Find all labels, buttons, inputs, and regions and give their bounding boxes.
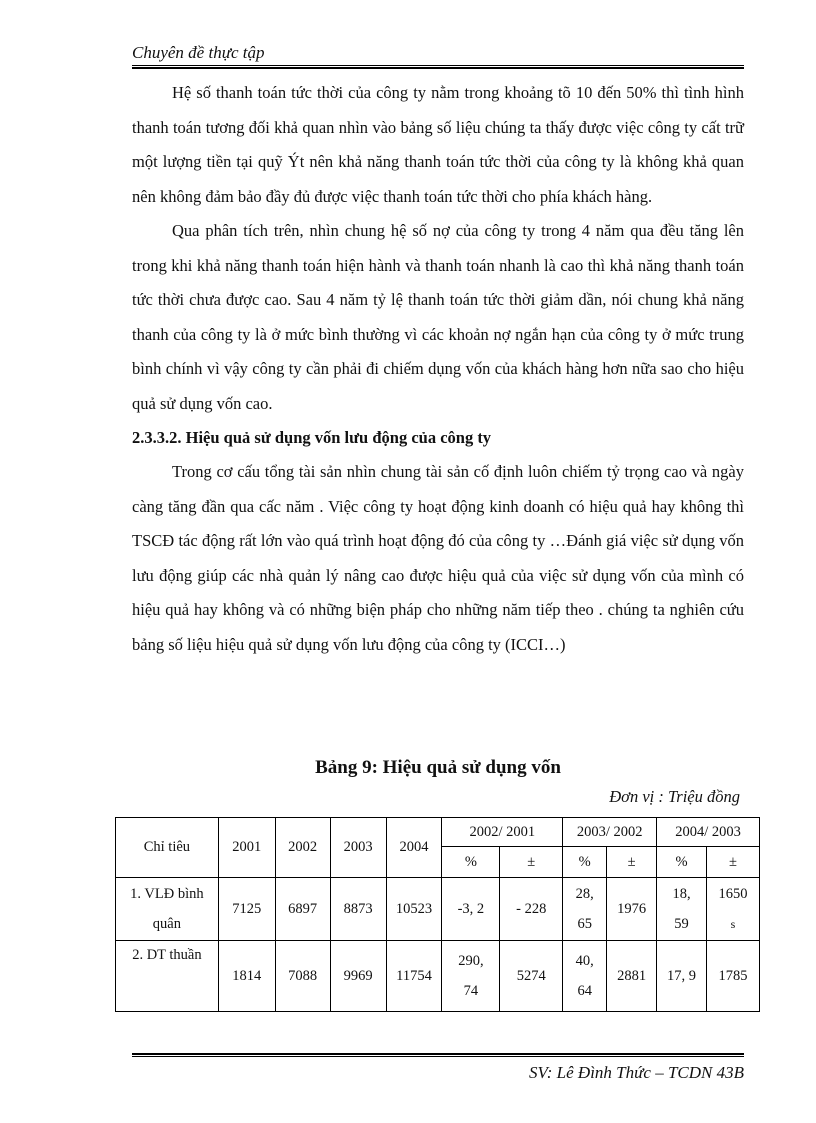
table-cell: 7125 — [218, 878, 275, 941]
table-cell — [563, 878, 607, 941]
cell-line: 28, — [575, 886, 594, 902]
paragraph-2: Qua phân tích trên, nhìn chung hệ số nợ của công ty trong 4 năm qua đều tăng lên trong khi khả năng thanh toán hiện hành và thanh toán nhanh là cao thì khả năng thanh toán tức thời chưa được cao. Sau 4 năm tỷ lệ thanh toán tức thời giảm dần, nói chung khả năng thanh của công ty là ở mức bình thường vì các khoản nợ ngắn hạn của công ty ở mức trung bình chính vì vậy công ty cần phải đi chiếm dụng vốn của khách hàng hơn nữa sao cho hiệu quả sử dụng vốn cao. — [132, 221, 744, 413]
section-heading: 2.3.3.2. Hiệu quả sử dụng vốn lưu động của công ty — [132, 428, 492, 447]
col-header-pct: % — [657, 847, 707, 878]
cell-line: 65 — [577, 916, 592, 932]
col-header-year: 2002 — [275, 818, 330, 878]
page-header — [132, 42, 744, 64]
cell-line: 74 — [463, 983, 479, 999]
table-cell: 5274 — [500, 941, 563, 1012]
table-cell: 2881 — [607, 941, 657, 1012]
table-cell: -3, 2 — [442, 878, 500, 941]
table-row — [116, 878, 760, 941]
header-rule — [132, 65, 744, 69]
table-header-row — [116, 818, 760, 847]
cell-line: 40, — [575, 953, 594, 969]
table-cell: - 228 — [500, 878, 563, 941]
table-cell: 10523 — [386, 878, 442, 941]
table-cell: 6897 — [275, 878, 330, 941]
table-cell: 1814 — [218, 941, 275, 1012]
col-header-group: 2004/ 2003 — [657, 818, 760, 847]
table-cell — [442, 941, 500, 1012]
cell-line: 18, — [672, 886, 691, 902]
body-text — [132, 76, 744, 662]
paragraph-1: Hệ số thanh toán tức thời của công ty nằm trong khoảng tõ 10 đến 50% thì tình hình thanh toán tương đối khả quan nhìn vào bảng số liệu chúng ta thấy được việc công ty cất trữ một lượng tiền tại quỹ Ýt nên khả năng thanh toán tức thời của công ty là không khả quan nên không đảm bảo đầy đủ được việc thanh toán tức thời cho phía khách hàng. — [132, 83, 744, 206]
table-cell: 9969 — [330, 941, 386, 1012]
table-cell — [563, 941, 607, 1012]
col-header-year: 2001 — [218, 818, 275, 878]
table-cell: 11754 — [386, 941, 442, 1012]
table-cell: 17, 9 — [657, 941, 707, 1012]
cell-line: 59 — [674, 916, 689, 932]
col-header-pct: % — [442, 847, 500, 878]
table-row — [116, 941, 760, 1012]
paragraph-3: Trong cơ cấu tổng tài sản nhìn chung tài sản cố định luôn chiếm tỷ trọng cao và ngày càng tăng đần qua cấc năm . Việc công ty hoạt động kinh doanh có hiệu quả hay không thì TSCĐ tác động rất lớn vào quá trình hoạt động đó của công ty …Đánh giá việc sử dụng vốn lưu động giúp các nhà quản lý nâng cao được hiệu quả của việc sử dụng vốn của mình có hiệu quả hay không và có những biện pháp cho những năm tiếp theo . chúng ta nghiên cứu bảng số liệu hiệu quả sử dụng vốn lưu động của công ty (ICCI…) — [132, 462, 744, 654]
table-cell: 1976 — [607, 878, 657, 941]
row-label-line: 1. VLĐ bình — [130, 886, 204, 902]
col-header-diff: ± — [707, 847, 760, 878]
col-header-diff: ± — [607, 847, 657, 878]
row-label-line: quân — [152, 916, 181, 932]
table-unit: Đơn vị : Triệu đồng — [609, 787, 740, 806]
table-title: Bảng 9: Hiệu quả sử dụng vốn — [315, 757, 561, 778]
efficiency-table — [115, 817, 760, 1012]
table-cell: 7088 — [275, 941, 330, 1012]
cell-line: s — [730, 917, 736, 931]
col-header-indicator: Chỉ tiêu — [116, 818, 219, 878]
col-header-group: 2003/ 2002 — [563, 818, 657, 847]
header-title: Chuyên đề thực tập — [132, 43, 265, 62]
table-cell: 1785 — [707, 941, 760, 1012]
cell-line: 64 — [577, 983, 592, 999]
col-header-year: 2003 — [330, 818, 386, 878]
table-cell — [707, 878, 760, 941]
table-cell — [657, 878, 707, 941]
row-label — [116, 878, 219, 941]
col-header-group: 2002/ 2001 — [442, 818, 563, 847]
cell-line: 290, — [458, 953, 484, 969]
row-label: 2. DT thuần — [116, 941, 219, 1012]
cell-line: 1650 — [718, 886, 748, 902]
col-header-year: 2004 — [386, 818, 442, 878]
col-header-diff: ± — [500, 847, 563, 878]
footer-rule — [132, 1053, 744, 1057]
table-cell: 8873 — [330, 878, 386, 941]
page-footer: SV: Lê Đình Thức – TCDN 43B — [528, 1063, 744, 1082]
col-header-pct: % — [563, 847, 607, 878]
